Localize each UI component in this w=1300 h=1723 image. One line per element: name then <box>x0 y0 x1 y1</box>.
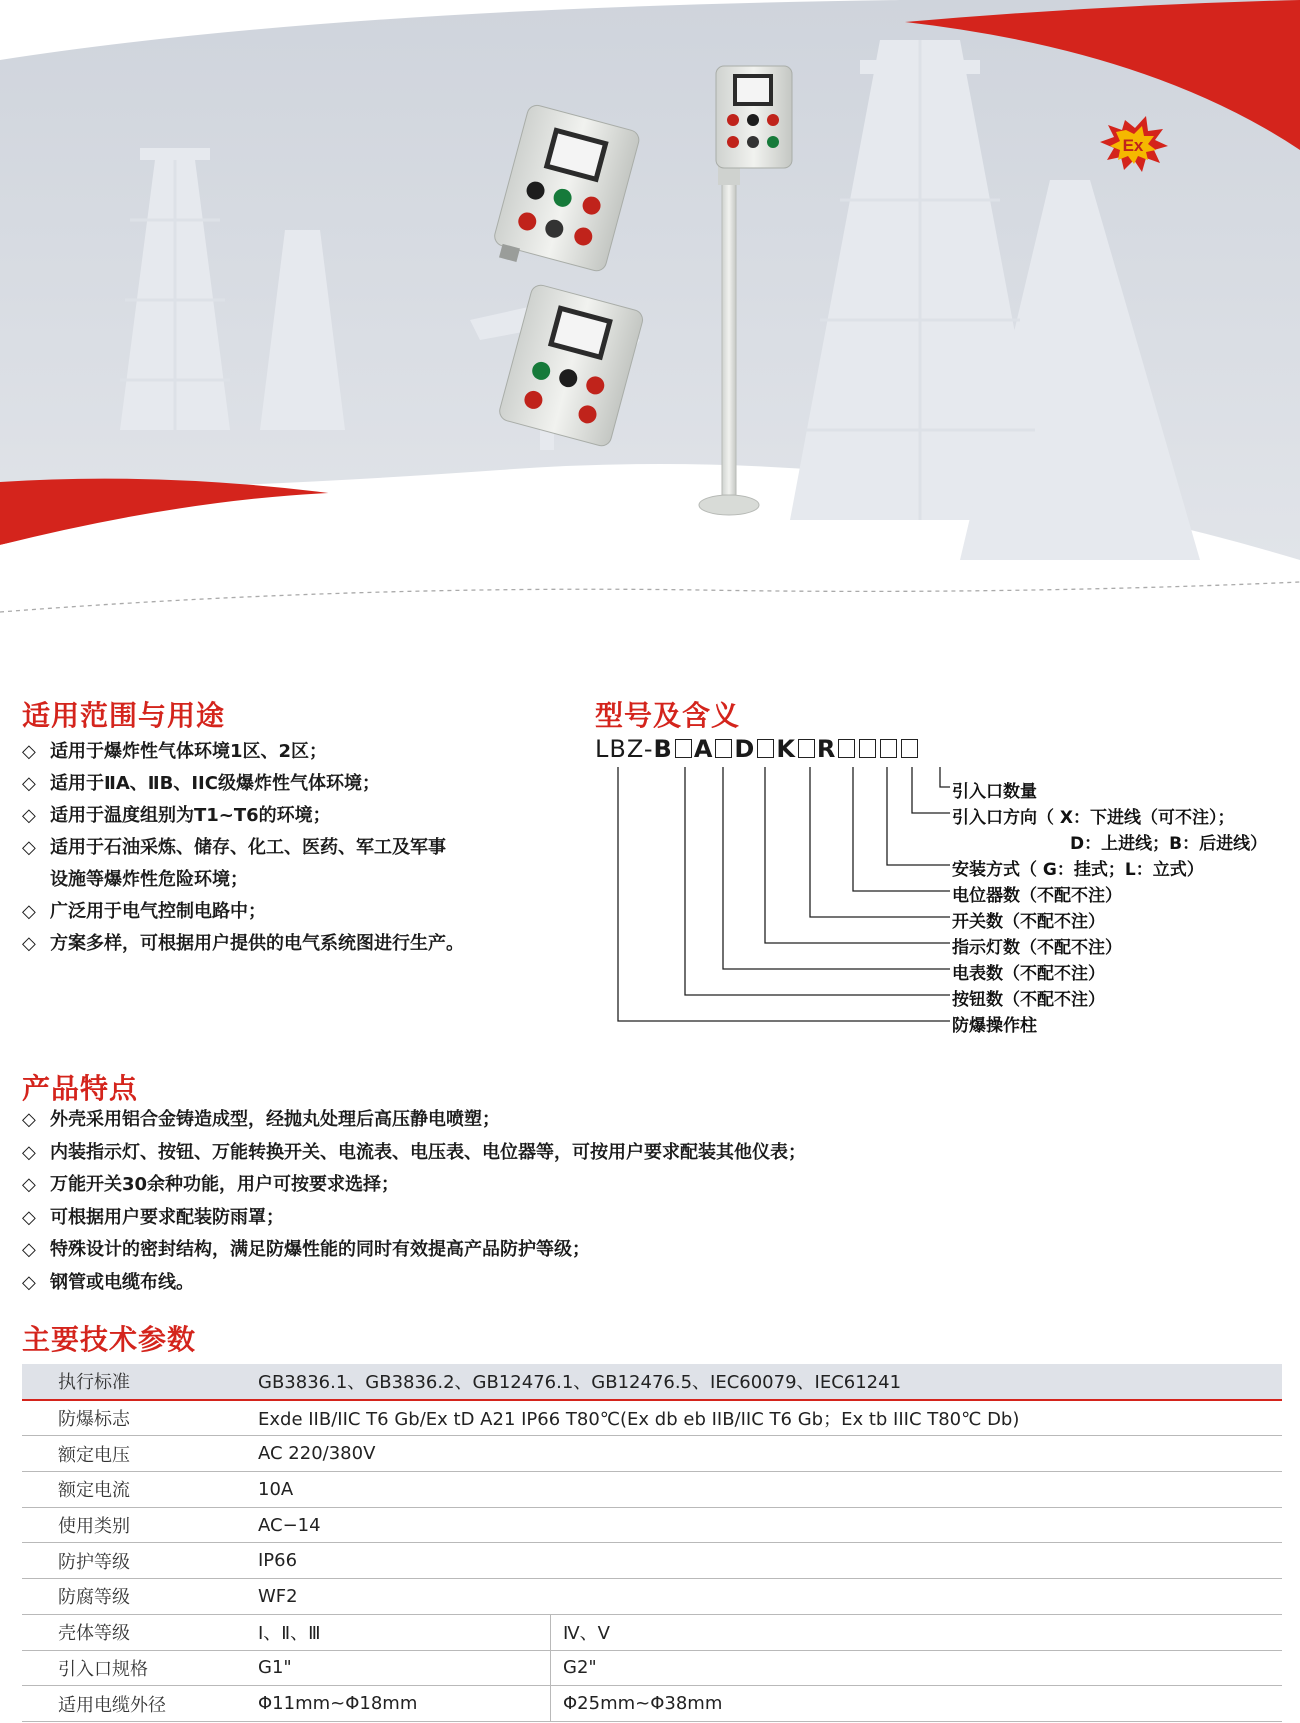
hero-banner <box>0 0 1300 620</box>
diamond-bullet-icon: ◇ <box>22 773 36 794</box>
usage-list <box>22 736 582 960</box>
diamond-bullet-icon: ◇ <box>22 805 36 826</box>
param-value: WF2 <box>246 1579 1282 1615</box>
diamond-bullet-icon: ◇ <box>22 1206 36 1228</box>
usage-section-title: 适用范围与用途 <box>22 699 226 732</box>
table-row <box>22 1364 1282 1400</box>
model-code: LBZ-B A D K R <box>595 735 920 763</box>
diamond-bullet-icon: ◇ <box>22 741 36 762</box>
label-entry-count: 引入口数量 <box>952 782 1037 802</box>
table-row <box>22 1686 1282 1722</box>
table-row <box>22 1400 1282 1436</box>
features-section-title: 产品特点 <box>22 1072 139 1105</box>
table-row <box>22 1614 1282 1650</box>
diamond-bullet-icon: ◇ <box>22 933 36 954</box>
usage-item: ◇ 广泛用于电气控制电路中； <box>22 896 582 928</box>
feature-item: ◇ 可根据用户要求配装防雨罩； <box>22 1202 1282 1235</box>
label-button-count: 按钮数（不配不注） <box>952 990 1105 1010</box>
leader-lines <box>590 735 1300 1035</box>
param-value: GB3836.1、GB3836.2、GB12476.1、GB12476.5、IEC60079、IEC61241 <box>246 1364 1282 1400</box>
param-label: 额定电流 <box>22 1472 246 1508</box>
param-value: AC 220/380V <box>246 1436 1282 1472</box>
feature-item: ◇ 特殊设计的密封结构，满足防爆性能的同时有效提高产品防护等级； <box>22 1234 1282 1267</box>
params-section-title: 主要技术参数 <box>22 1323 197 1356</box>
table-row <box>22 1436 1282 1472</box>
label-product-type: 防爆操作柱 <box>952 1016 1037 1036</box>
diamond-bullet-icon: ◇ <box>22 1239 36 1260</box>
param-label: 防腐等级 <box>22 1579 246 1615</box>
param-label: 防护等级 <box>22 1543 246 1579</box>
label-potentiometer-count: 电位器数（不配不注） <box>952 886 1122 906</box>
param-value-2: G2" <box>551 1650 1283 1686</box>
feature-item: ◇ 钢管或电缆布线。 <box>22 1267 1282 1300</box>
param-value: IP66 <box>246 1543 1282 1579</box>
diamond-bullet-icon: ◇ <box>22 1141 36 1163</box>
table-row <box>22 1472 1282 1508</box>
param-value: Ⅰ、Ⅱ、Ⅲ <box>246 1614 551 1650</box>
param-label: 壳体等级 <box>22 1614 246 1650</box>
label-meter-count: 电表数（不配不注） <box>952 964 1105 984</box>
label-mount-type: 安装方式（ G：挂式；L：立式） <box>952 860 1204 880</box>
feature-item: ◇ 外壳采用铝合金铸造成型，经抛丸处理后高压静电喷塑； <box>22 1104 1282 1137</box>
diamond-bullet-icon: ◇ <box>22 1271 36 1293</box>
label-indicator-count: 指示灯数（不配不注） <box>952 938 1122 958</box>
param-value-2: Φ25mm~Φ38mm <box>551 1686 1283 1722</box>
table-row <box>22 1579 1282 1615</box>
param-label: 额定电压 <box>22 1436 246 1472</box>
usage-item: ◇ 适用于温度组别为T1~T6的环境； <box>22 800 582 832</box>
table-row <box>22 1543 1282 1579</box>
label-entry-direction: 引入口方向（ X：下进线（可不注）； <box>952 808 1235 828</box>
param-value: AC−14 <box>246 1507 1282 1543</box>
model-code-diagram <box>590 735 1300 1035</box>
usage-item: ◇ 适用于ⅡA、ⅡB、IIC级爆炸性气体环境； <box>22 768 582 800</box>
table-row <box>22 1507 1282 1543</box>
usage-item: ◇ 适用于石油采炼、储存、化工、医药、军工及军事 <box>22 832 582 864</box>
param-label: 执行标准 <box>22 1364 246 1400</box>
param-value: Exde IIB/IIC T6 Gb/Ex tD A21 IP66 T80℃(Ex db eb IIB/IIC T6 Gb；Ex tb IIIC T80℃ Db) <box>246 1400 1282 1436</box>
param-label: 引入口规格 <box>22 1650 246 1686</box>
label-entry-direction-cont: D：上进线；B：后进线） <box>1070 834 1268 854</box>
diamond-bullet-icon: ◇ <box>22 901 36 922</box>
usage-item: ◇ 适用于爆炸性气体环境1区、2区； <box>22 736 582 768</box>
param-value: 10A <box>246 1472 1282 1508</box>
param-value: Φ11mm~Φ18mm <box>246 1686 551 1722</box>
model-section-title: 型号及含义 <box>595 699 741 732</box>
param-value-2: Ⅳ、Ⅴ <box>551 1614 1283 1650</box>
param-label: 适用电缆外径 <box>22 1686 246 1722</box>
tech-params-table <box>22 1364 1282 1722</box>
diamond-bullet-icon: ◇ <box>22 837 36 858</box>
usage-item: ◇ 方案多样，可根据用户提供的电气系统图进行生产。 <box>22 928 582 960</box>
feature-item: ◇ 万能开关30余种功能，用户可按要求选择； <box>22 1169 1282 1202</box>
param-label: 防爆标志 <box>22 1400 246 1436</box>
features-list <box>22 1104 1282 1299</box>
usage-item-continuation: 设施等爆炸性危险环境； <box>50 869 248 890</box>
param-value: G1" <box>246 1650 551 1686</box>
diamond-bullet-icon: ◇ <box>22 1109 36 1130</box>
feature-item: ◇ 内装指示灯、按钮、万能转换开关、电流表、电压表、电位器等，可按用户要求配装其他仪表； <box>22 1137 1282 1170</box>
diamond-bullet-icon: ◇ <box>22 1174 36 1195</box>
label-switch-count: 开关数（不配不注） <box>952 912 1105 932</box>
ex-badge-text: Ex <box>1122 136 1144 155</box>
table-row <box>22 1650 1282 1686</box>
param-label: 使用类别 <box>22 1507 246 1543</box>
